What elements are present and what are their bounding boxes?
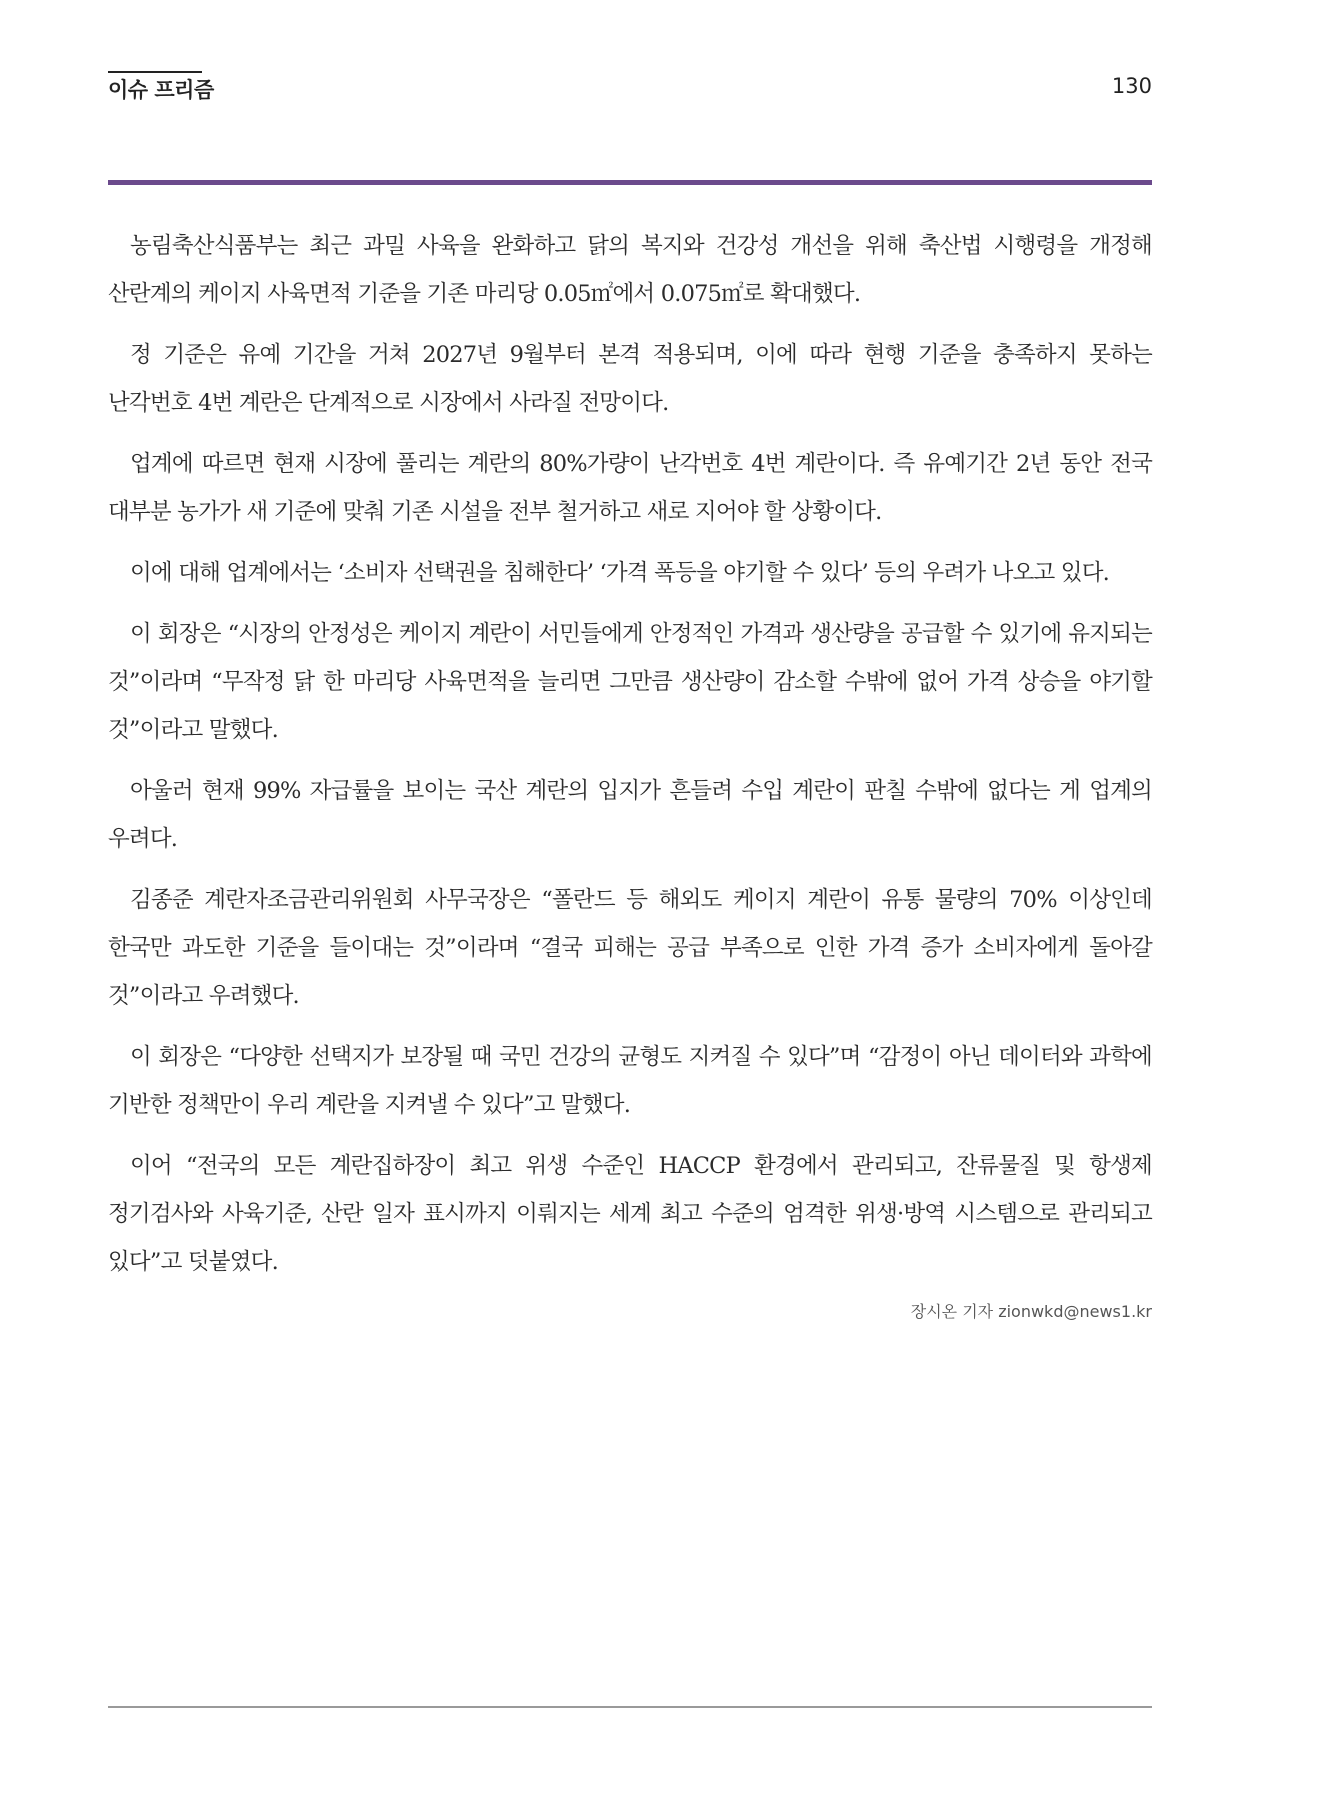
page-header xyxy=(108,74,1152,114)
page-number: 130 xyxy=(1111,74,1152,98)
paragraph: 농림축산식품부는 최근 과밀 사육을 완화하고 닭의 복지와 건강성 개선을 위해 축산법 시행령을 개정해 산란계의 케이지 사육면적 기준을 기존 마리당 0.05㎡에서 0.075㎡로 확대했다. xyxy=(108,233,1152,307)
paragraph: 이 회장은 “다양한 선택지가 보장될 때 국민 건강의 균형도 지켜질 수 있다”며 “감정이 아닌 데이터와 과학에 기반한 정책만이 우리 계란을 지켜낼 수 있다”고 말했다. xyxy=(108,1044,1152,1118)
header-divider xyxy=(108,180,1152,185)
section-title: 이슈 프리즘 xyxy=(108,78,214,102)
article-body xyxy=(108,222,1152,1322)
paragraph: 김종준 계란자조금관리위원회 사무국장은 “폴란드 등 해외도 케이지 계란이 유통 물량의 70% 이상인데 한국만 과도한 기준을 들이대는 것”이라며 “결국 피해는 공급 부족으로 인한 가격 증가 소비자에게 돌아갈 것”이라고 우려했다. xyxy=(108,887,1152,1009)
paragraph: 아울러 현재 99% 자급률을 보이는 국산 계란의 입지가 흔들려 수입 계란이 판칠 수밖에 없다는 게 업계의 우려다. xyxy=(108,778,1152,852)
paragraph: 정 기준은 유예 기간을 거쳐 2027년 9월부터 본격 적용되며, 이에 따라 현행 기준을 충족하지 못하는 난각번호 4번 계란은 단계적으로 시장에서 사라질 전망이다. xyxy=(108,342,1152,416)
paragraph: 이 회장은 “시장의 안정성은 케이지 계란이 서민들에게 안정적인 가격과 생산량을 공급할 수 있기에 유지되는 것”이라며 “무작정 닭 한 마리당 사육면적을 늘리면 그만큼 생산량이 감소할 수밖에 없어 가격 상승을 야기할 것”이라고 말했다. xyxy=(108,621,1152,743)
section-title-rule xyxy=(108,71,202,73)
paragraph: 업계에 따르면 현재 시장에 풀리는 계란의 80%가량이 난각번호 4번 계란이다. 즉 유예기간 2년 동안 전국 대부분 농가가 새 기준에 맞춰 기존 시설을 전부 철거하고 새로 지어야 할 상황이다. xyxy=(108,451,1152,525)
footer-divider xyxy=(108,1706,1152,1708)
paragraph: 이어 “전국의 모든 계란집하장이 최고 위생 수준인 HACCP 환경에서 관리되고, 잔류물질 및 항생제 정기검사와 사육기준, 산란 일자 표시까지 이뤄지는 세계 최고 수준의 엄격한 위생·방역 시스템으로 관리되고 있다”고 덧붙였다. xyxy=(108,1153,1152,1275)
paragraph: 이에 대해 업계에서는 ‘소비자 선택권을 침해한다’ ‘가격 폭등을 야기할 수 있다’ 등의 우려가 나오고 있다. xyxy=(130,560,1110,586)
author-byline: 장시온 기자 zionwkd@news1.kr xyxy=(910,1302,1152,1321)
